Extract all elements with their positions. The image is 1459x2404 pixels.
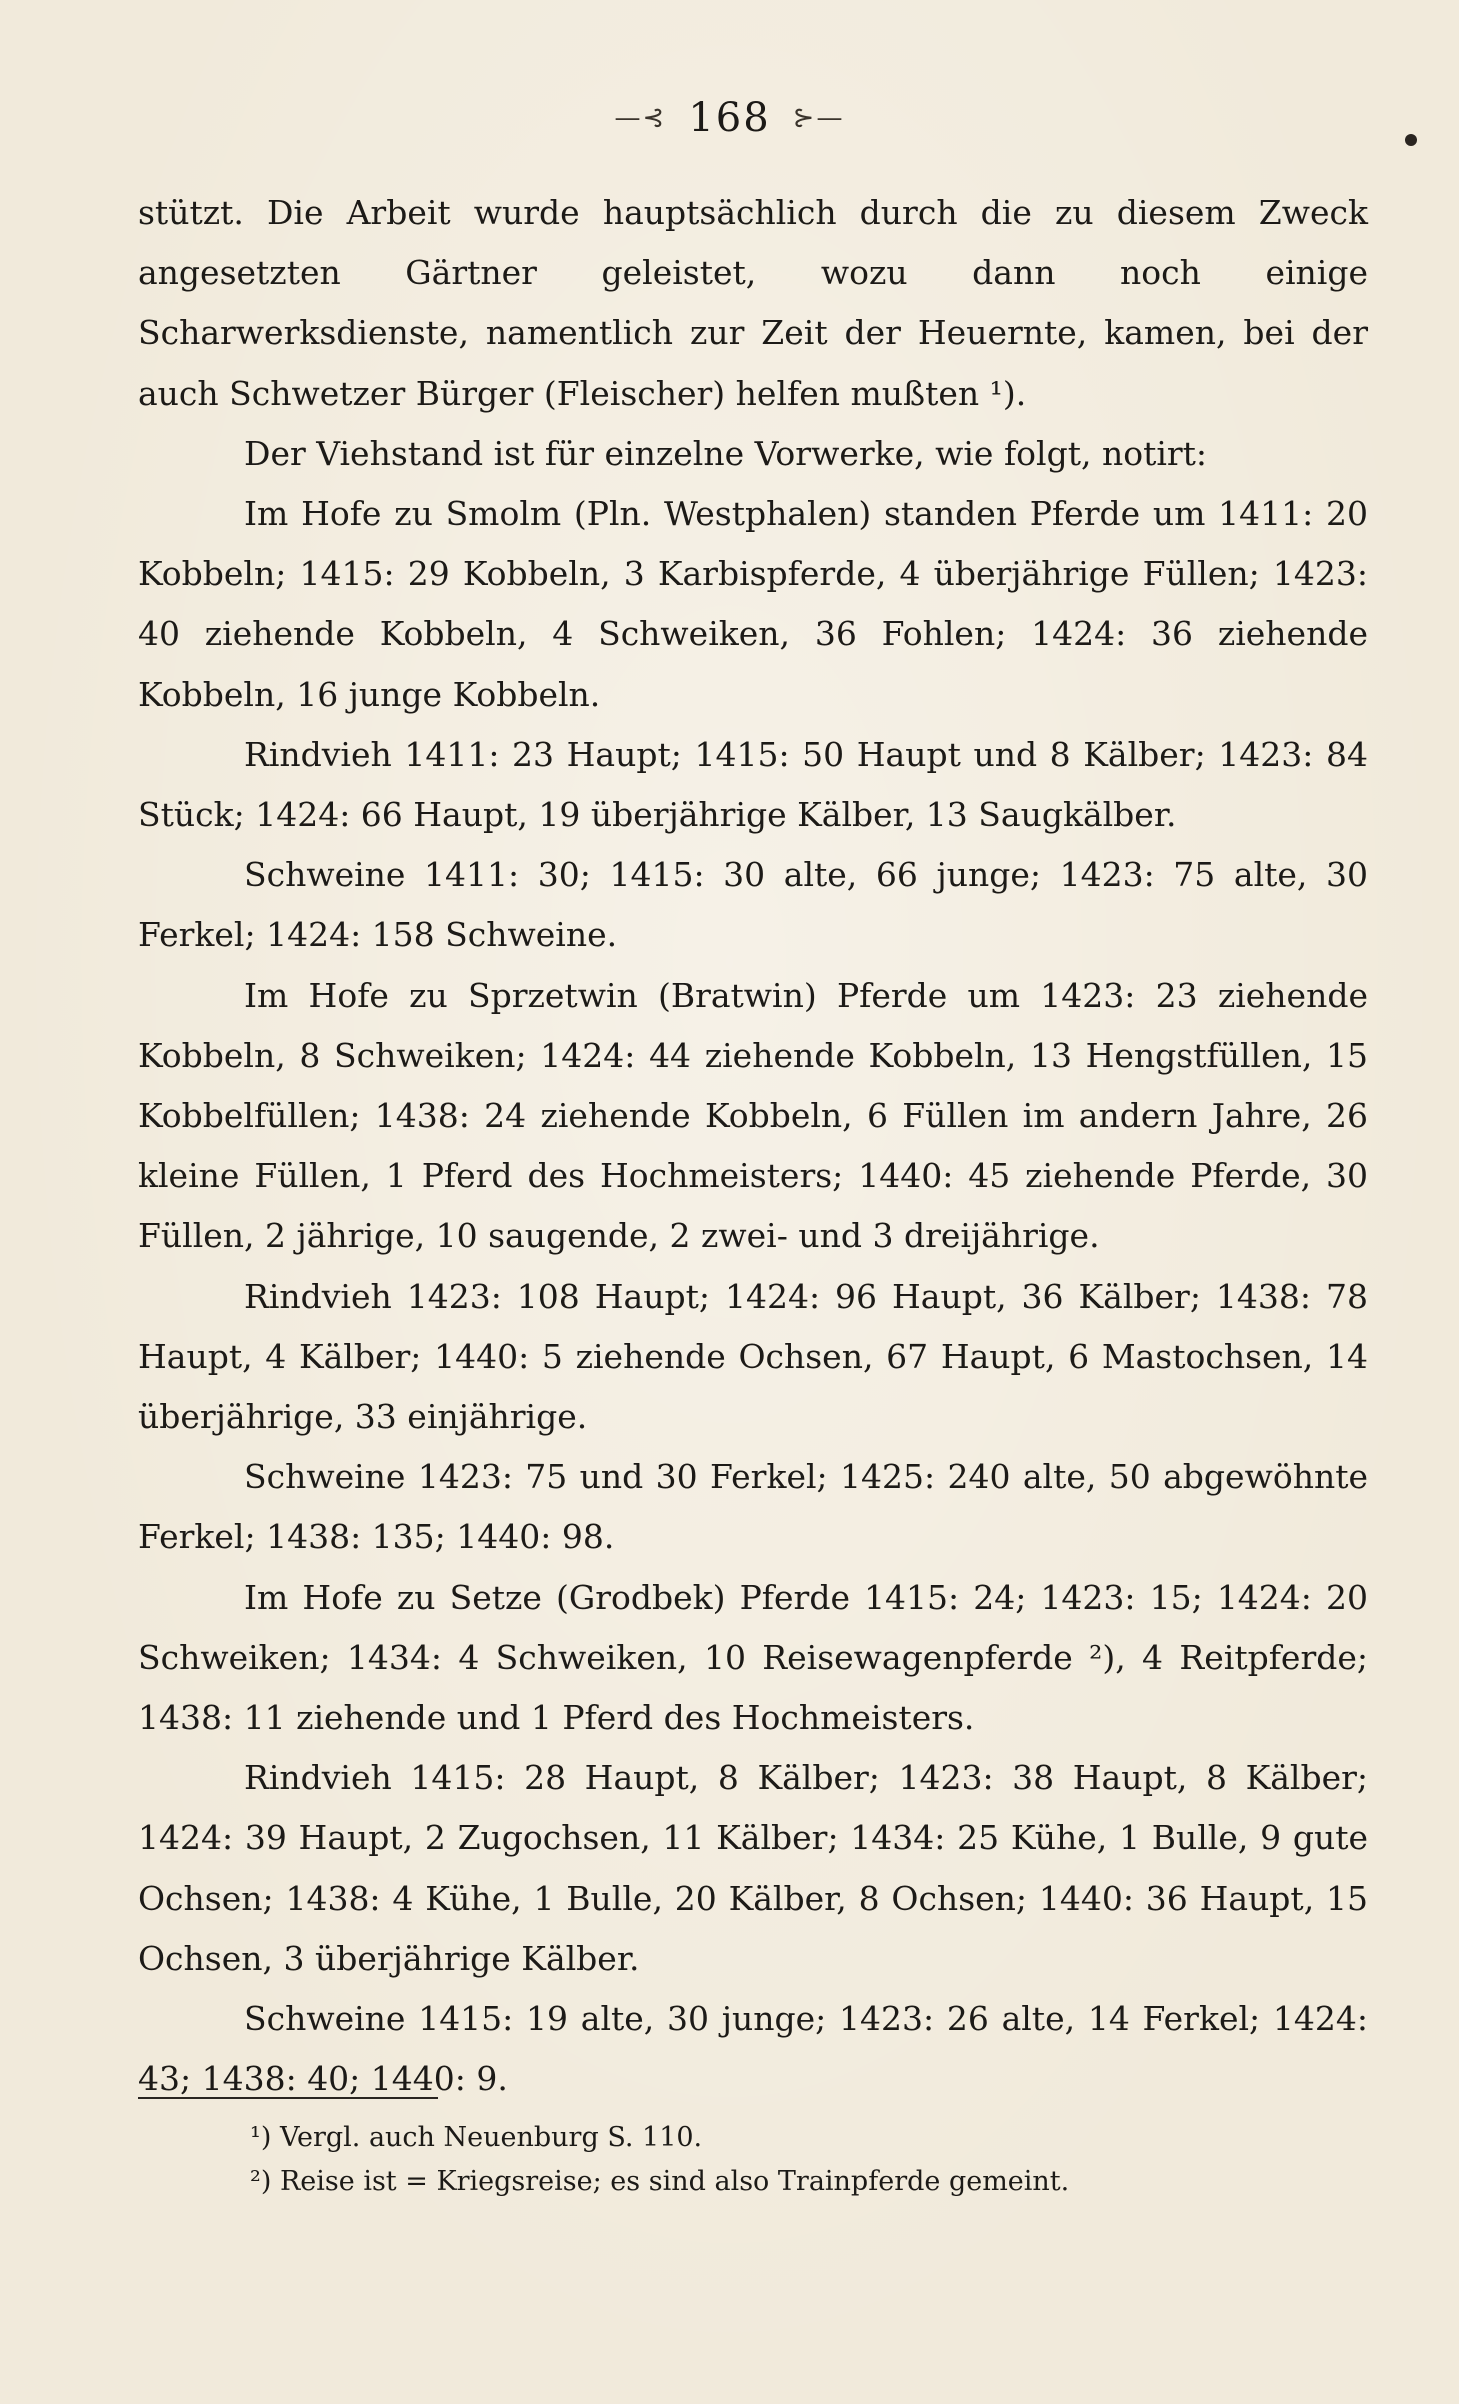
running-head: [0, 92, 1459, 141]
footnote: [250, 2116, 1350, 2160]
footnote-mark: ¹): [250, 2122, 272, 2153]
ink-spot: [1405, 134, 1417, 146]
paragraph: Rindvieh 1423: 108 Haupt; 1424: 96 Haupt, 36 Kälber; 1438: 78 Haupt, 4 Kälber; 1440: 5 ziehende Ochsen, 67 Haupt, 6 Mastochsen, 14 überjährige, 33 einjährige.: [138, 1276, 1368, 1437]
ornament-left: —⊰: [614, 103, 667, 133]
paragraph: Schweine 1423: 75 und 30 Ferkel; 1425: 240 alte, 50 abgewöhnte Ferkel; 1438: 135; 1440: 98.: [138, 1457, 1368, 1557]
footnote-text: Vergl. auch Neuenburg S. 110.: [279, 2122, 703, 2153]
body-text: [138, 183, 1368, 2110]
footnote-text: Reise ist = Kriegsreise; es sind also Trainpferde gemeint.: [279, 2166, 1070, 2197]
paragraph: Schweine 1411: 30; 1415: 30 alte, 66 junge; 1423: 75 alte, 30 Ferkel; 1424: 158 Schweine.: [138, 855, 1368, 955]
footnotes: [250, 2116, 1350, 2204]
paragraph: Rindvieh 1415: 28 Haupt, 8 Kälber; 1423: 38 Haupt, 8 Kälber; 1424: 39 Haupt, 2 Zugochsen, 11 Kälber; 1434: 25 Kühe, 1 Bulle, 9 gute Ochsen; 1438: 4 Kühe, 1 Bulle, 20 Kälber, 8 Ochsen; 1440: 36 Haupt, 15 Ochsen, 3 überjährige Kälber.: [138, 1758, 1368, 1978]
footnote-mark: ²): [250, 2166, 272, 2197]
paragraph: Im Hofe zu Sprzetwin (Bratwin) Pferde um 1423: 23 ziehende Kobbeln, 8 Schweiken; 1424: 44 ziehende Kobbeln, 13 Hengstfüllen, 15 Kobbelfüllen; 1438: 24 ziehende Kobbeln, 6 Füllen im andern Jahre, 26 kleine Füllen, 1 Pferd des Hochmeisters; 1440: 45 ziehende Pferde, 30 Füllen, 2 jährige, 10 saugende, 2 zwei- und 3 dreijährige.: [138, 975, 1368, 1256]
paragraph: stützt. Die Arbeit wurde hauptsächlich durch die zu diesem Zweck angesetzten Gärtner geleistet, wozu dann noch einige Scharwerksdienste, namentlich zur Zeit der Heuernte, kamen, bei der auch Schwetzer Bürger (Fleischer) helfen mußten ¹).: [138, 193, 1368, 413]
paragraph: Schweine 1415: 19 alte, 30 junge; 1423: 26 alte, 14 Ferkel; 1424: 43; 1438: 40; 1440: 9.: [138, 1999, 1368, 2099]
page-number: 168: [688, 95, 771, 141]
footnote-rule: [138, 2097, 438, 2099]
footnote: [250, 2160, 1350, 2204]
paragraph: Im Hofe zu Smolm (Pln. Westphalen) standen Pferde um 1411: 20 Kobbeln; 1415: 29 Kobbeln, 3 Karbispferde, 4 überjährige Füllen; 1423: 40 ziehende Kobbeln, 4 Schweiken, 36 Fohlen; 1424: 36 ziehende Kobbeln, 16 junge Kobbeln.: [138, 494, 1368, 714]
ornament-right: ⊱—: [792, 103, 845, 133]
paragraph: Im Hofe zu Setze (Grodbek) Pferde 1415: 24; 1423: 15; 1424: 20 Schweiken; 1434: 4 Schweiken, 10 Reisewagenpferde ²), 4 Reitpferde; 1438: 11 ziehende und 1 Pferd des Hochmeisters.: [138, 1577, 1368, 1738]
paragraph: Rindvieh 1411: 23 Haupt; 1415: 50 Haupt und 8 Kälber; 1423: 84 Stück; 1424: 66 Haupt, 19 überjährige Kälber, 13 Saugkälber.: [138, 734, 1368, 835]
paragraph: Der Viehstand ist für einzelne Vorwerke, wie folgt, notirt:: [244, 433, 1208, 473]
